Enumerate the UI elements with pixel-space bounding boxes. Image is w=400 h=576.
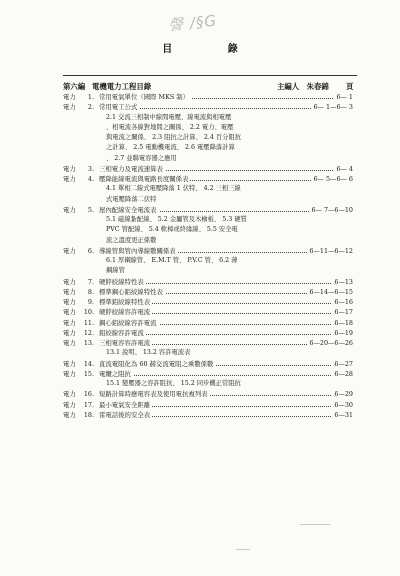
entry-number: 8.: [87, 287, 94, 296]
toc-entry: [63, 277, 353, 287]
toc-entry: [63, 400, 353, 410]
entry-subtopics: 流之溫度更正係數: [106, 236, 157, 244]
paper-mark: [236, 549, 250, 550]
entry-subtopics: 5.1 磁線紮配線、 5.2 金屬管及木檜板、 5.3 硬質: [106, 216, 247, 223]
toc-entry-row: [63, 174, 353, 184]
toc-entry: [63, 307, 353, 317]
toc-entry: [63, 246, 353, 277]
entry-page: 6— 4: [336, 164, 353, 173]
entry-subtopics: 鋼線管: [106, 267, 125, 275]
page-title-char: 錄: [227, 44, 238, 55]
toc-entry-row: [63, 205, 353, 215]
entry-page: 6— 5—6— 6: [313, 175, 353, 183]
entry-number: 5.: [87, 205, 94, 214]
toc-entry: [63, 92, 353, 102]
entry-title: 標準鋁絞線特性表: [99, 298, 151, 306]
editor-credit: 主編人 朱春錦: [277, 82, 329, 91]
entry-line: [99, 297, 353, 307]
entry-page: 6—27: [334, 359, 353, 368]
toc-entry: [63, 205, 353, 246]
entry-page: 6— 7—6—10: [311, 205, 353, 214]
entry-number: 18.: [83, 410, 94, 419]
entry-page: 6—17: [334, 308, 353, 317]
entry-line: [99, 359, 353, 369]
entry-category: 電力: [63, 339, 76, 347]
entry-number: 12.: [83, 328, 94, 337]
entry-line: [99, 369, 353, 379]
entry-subtopics: 式電壓降落二伏特: [106, 195, 157, 203]
toc-entry-row: [63, 164, 353, 174]
entry-subtopics: 4.1 單相二線式電壓降落 1 伏特、 4.2 三相三線: [106, 185, 241, 193]
entry-title: 常用電氣單位（國際 MKS 制）: [99, 93, 190, 101]
entry-line: [99, 410, 353, 420]
entry-subtopics: 2.1 交流三相制中線間電壓、線電流與相電壓: [106, 113, 232, 121]
entry-number: 2.: [87, 103, 94, 112]
entry-category: 電力: [63, 359, 76, 368]
entry-title: 屋內配線安全電流表: [99, 205, 157, 214]
entry-title: 硬鋅絞線容許電流: [99, 308, 151, 317]
entry-page: 6—30: [334, 400, 353, 409]
entry-title: 硬鋅絞線特性表: [99, 277, 144, 286]
toc-entry-row: [63, 246, 353, 256]
entry-title: 雷電話後的安全表: [99, 410, 151, 419]
toc-entry-row: [63, 102, 353, 112]
entry-line: [99, 174, 353, 184]
entry-page: 6—13: [334, 277, 353, 286]
entry-title: 直流電阻化為 60 赫交流電阻之乘數係數: [99, 359, 214, 368]
entry-title: 壓降能線電流與電路長度關係表: [99, 175, 189, 183]
entry-line: [99, 164, 353, 174]
entry-page: 6—11—6—12: [309, 246, 353, 255]
entry-category: 電力: [63, 369, 76, 378]
entry-category: 電力: [63, 298, 76, 306]
entry-line: [99, 246, 353, 256]
entry-subtopics: 6.1 厚鋼線管、 E.M.T 管、 P.V.C 管、 6.2 薄: [106, 257, 238, 264]
entry-title: 常用電工公式: [99, 103, 138, 112]
toc-entry: [63, 328, 353, 338]
entry-subtopics: 之計算、 2.5 電動機電流、 2.6 電壓降落計算: [106, 144, 235, 152]
toc-entry: [63, 287, 353, 297]
entry-page: 6—28: [334, 369, 353, 378]
entry-page: 6—18: [334, 318, 353, 327]
part-number: 第六編: [63, 82, 86, 91]
toc-entry-row: [63, 297, 353, 307]
entry-line: [99, 328, 353, 338]
entry-page: 6— 1—6— 3: [313, 103, 353, 112]
entry-number: 3.: [87, 164, 94, 173]
entry-number: 16.: [83, 390, 94, 399]
entry-subtopics: 、 2.7 並聯電容器之應用: [106, 154, 177, 162]
entry-subtopics: PVC 管配線、 5.4 軟樟或終緣線、 5.5 安全電: [106, 226, 238, 234]
entry-title: 鋼心鋁絞線容許電流: [99, 318, 157, 327]
entry-category: 電力: [63, 175, 76, 183]
entry-line: [99, 102, 353, 112]
toc-entry: [63, 338, 353, 359]
entry-line: [99, 389, 353, 399]
entry-category: 電力: [63, 318, 76, 327]
entry-title: 最小電氣安全距離: [99, 400, 151, 409]
entry-number: 1.: [87, 93, 94, 101]
toc-entry-row: [63, 369, 353, 379]
entry-line: [99, 205, 353, 215]
entry-category: 電力: [63, 410, 76, 419]
paper-mark: [300, 524, 330, 525]
entry-number: 6.: [87, 246, 94, 255]
entry-line: [99, 277, 353, 287]
entry-category: 電力: [63, 277, 76, 286]
entry-number: 7.: [87, 277, 94, 286]
handwritten-note: 謦 /§G: [167, 11, 218, 35]
toc-entry-row: [63, 359, 353, 369]
entry-subtopics: 、相電流各線對地間之關係、 2.2 電力、電壓: [106, 123, 234, 131]
entry-page: 6—14—6—15: [309, 287, 353, 296]
toc-entry-row: [63, 287, 353, 297]
entry-category: 電力: [63, 246, 76, 255]
page-column-label: 頁: [346, 82, 354, 91]
entry-number: 14.: [83, 359, 94, 368]
toc-entry: [63, 102, 353, 164]
toc-entry: [63, 410, 353, 420]
toc-entry: [63, 318, 353, 328]
entry-page: 6— 1: [336, 93, 353, 101]
entry-line: [99, 307, 353, 317]
toc-entry-row: [63, 307, 353, 317]
entry-category: 電力: [63, 308, 76, 317]
toc-entry-row: [63, 92, 353, 102]
entry-category: 電力: [63, 205, 76, 214]
top-rule: [63, 75, 357, 76]
toc-entry: [63, 297, 353, 307]
entry-title: 電纜之阻抗: [99, 369, 131, 378]
entry-category: 電力: [63, 287, 76, 296]
entry-category: 電力: [63, 164, 76, 173]
toc-entry-row: [63, 410, 353, 420]
page-title-char: 目: [162, 44, 173, 55]
entry-title: 鋁絞線容許電流: [99, 328, 144, 337]
entry-category: 電力: [63, 328, 76, 337]
entry-title: 標準鋼心鋁絞線特性表: [99, 287, 163, 296]
toc-entries: [63, 92, 353, 420]
entry-number: 4.: [87, 175, 94, 183]
entry-line: [99, 338, 353, 348]
toc-entry-row: [63, 277, 353, 287]
entry-page: 6—20—6—26: [309, 339, 353, 347]
toc-entry-row: [63, 389, 353, 399]
toc-entry: [63, 359, 353, 369]
entry-number: 17.: [83, 400, 94, 409]
entry-title: 三相電容容許電流: [99, 339, 151, 347]
entry-number: 15.: [83, 369, 94, 378]
entry-page: 6—29: [334, 390, 353, 399]
toc-entry: [63, 174, 353, 205]
toc-entry-row: [63, 400, 353, 410]
page-title: [0, 40, 400, 55]
entry-line: [99, 92, 353, 102]
entry-title: 導線管與管內導線數關係表: [99, 246, 176, 255]
toc-entry: [63, 369, 353, 390]
entry-page: 6—16: [334, 298, 353, 306]
entry-category: 電力: [63, 103, 76, 112]
toc-entry-row: [63, 318, 353, 328]
entry-number: 13.: [83, 339, 94, 347]
toc-entry-row: [63, 328, 353, 338]
entry-number: 9.: [87, 298, 94, 306]
entry-number: 10.: [83, 308, 94, 317]
entry-title: 短路計算時應電容表及使用電抗複列表: [99, 390, 208, 399]
toc-entry-row: [63, 338, 353, 348]
leader-dots: [99, 375, 353, 376]
entry-page: 6—31: [334, 410, 353, 419]
entry-line: [99, 318, 353, 328]
entry-category: 電力: [63, 390, 76, 399]
entry-subtopics: 13.1 說明、 13.2 容許電流表: [106, 349, 191, 357]
entry-subtopics: 與電流之關係、 2.3 阻抗之計算、 2.4 百分阻抗: [106, 134, 242, 141]
entry-line: [99, 400, 353, 410]
entry-category: 電力: [63, 400, 76, 409]
entry-subtopics: 15.1 變壓器之容許阻抗、 15.2 同步機正常阻抗: [106, 380, 241, 387]
entry-number: 11.: [83, 318, 94, 327]
entry-line: [99, 287, 353, 297]
toc-entry: [63, 164, 353, 174]
toc-entry: [63, 389, 353, 399]
section-title: 電機電力工程目錄: [92, 82, 152, 91]
entry-category: 電力: [63, 93, 76, 101]
entry-page: 6—19: [334, 328, 353, 337]
entry-title: 三相電力及電流速算表: [99, 164, 163, 173]
